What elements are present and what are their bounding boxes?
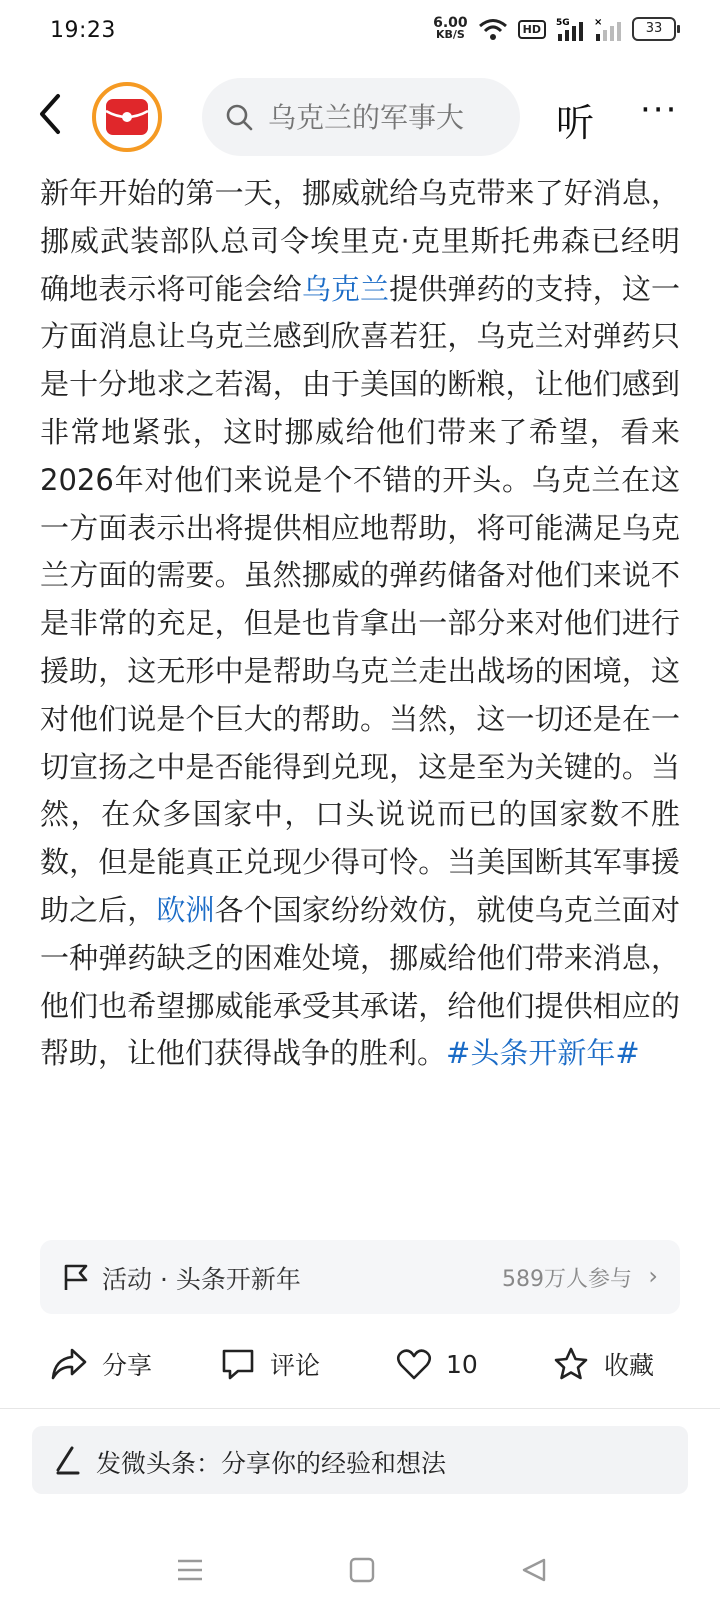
collect-label: 收藏 (604, 1351, 655, 1380)
chevron-right-icon: › (648, 1262, 658, 1290)
back-icon[interactable] (32, 90, 72, 138)
hd-badge: HD (518, 20, 546, 39)
article-text: 提供弹药的支持，这一方面消息让乌克兰感到欣喜若狂，乌克兰对弹药只是十分地求之若渴，由于美国的断粮，让他们感到非常地紧张，这时挪威给他们带来了希望，看来2026年对他们来说是个不错的开头。乌克兰在这一方面表示出将提供相应地帮助，将可能满足乌克兰方面的需要。虽然挪威的弹药储备对他们来说不是非常的充足，但是也肯拿出一部分来对他们进行援助，这无形中是帮助乌克兰走出战场的困境，这对他们说是个巨大的帮助。当然，这一切还是在一切宣扬之中是否能得到兑现，这是至为关键的。当然，在众多国家中，口头说说而已的国家数不胜数，但是能真正兑现少得可怜。当美国断其军事援助之后， (40, 271, 680, 927)
compose-bar[interactable] (32, 1426, 688, 1494)
link-europe[interactable]: 欧洲 (156, 892, 215, 927)
battery-indicator: 33 (632, 17, 676, 41)
search-icon (224, 102, 254, 132)
red-envelope-icon (104, 97, 150, 137)
wifi-icon (478, 17, 508, 41)
top-bar (0, 72, 720, 162)
signal-5g-icon (556, 16, 584, 42)
pen-icon (52, 1444, 82, 1476)
search-bar[interactable] (202, 78, 520, 156)
comment-button[interactable] (220, 1328, 320, 1400)
link-ukraine[interactable]: 乌克兰 (301, 271, 390, 306)
network-speed-unit: KB/S (435, 28, 465, 41)
divider (0, 1408, 720, 1409)
collect-button[interactable] (552, 1328, 654, 1400)
star-icon (552, 1346, 590, 1382)
share-label: 分享 (102, 1351, 153, 1380)
status-time: 19:23 (50, 18, 116, 43)
activity-banner[interactable] (40, 1240, 680, 1314)
author-avatar[interactable] (92, 82, 162, 152)
back-nav-icon[interactable] (516, 1552, 552, 1588)
listen-button[interactable]: 听 (556, 101, 595, 145)
action-bar (0, 1328, 720, 1400)
menu-icon[interactable] (172, 1552, 208, 1588)
network-speed (433, 15, 468, 41)
more-options-button[interactable]: ··· (640, 90, 679, 130)
article-text: 各个国家纷纷效仿，就使乌克兰面对一种弹药缺乏的困难处境，挪威给他们带来消息，他们也希望挪威能承受其承诺，给他们提供相应的帮助，让他们获得战争的胜利。 (40, 892, 680, 1071)
heart-icon (396, 1347, 432, 1381)
avatar-image (101, 91, 153, 143)
flag-icon (62, 1262, 90, 1292)
signal-icon (594, 16, 622, 42)
activity-label: 活动 · 头条开新年 (102, 1265, 301, 1294)
home-icon[interactable] (344, 1552, 380, 1588)
like-button[interactable] (396, 1328, 478, 1400)
svg-text:×: × (594, 17, 603, 28)
share-button[interactable] (50, 1328, 152, 1400)
signal-label: 5G (556, 18, 570, 28)
like-count: 10 (446, 1349, 478, 1379)
article-text: 新年开始的第一天，挪威就给乌克带来了好消息，挪威武装部队总司令埃里克·克里斯托弗森已经明确地表示将可能会给 (40, 176, 680, 306)
status-icons (433, 16, 676, 42)
article-body (40, 170, 680, 1078)
hashtag-link[interactable]: #头条开新年# (446, 1036, 640, 1071)
comment-label: 评论 (270, 1351, 321, 1380)
search-input[interactable] (266, 100, 510, 135)
share-icon (50, 1347, 88, 1381)
status-bar (0, 0, 720, 62)
compose-placeholder: 发微头条：分享你的经验和想法 (96, 1449, 447, 1478)
network-speed-value: 6.00 (433, 15, 468, 31)
participant-count: 589万人参与 (502, 1267, 632, 1292)
system-nav-bar (0, 1540, 720, 1600)
comment-icon (220, 1347, 256, 1381)
